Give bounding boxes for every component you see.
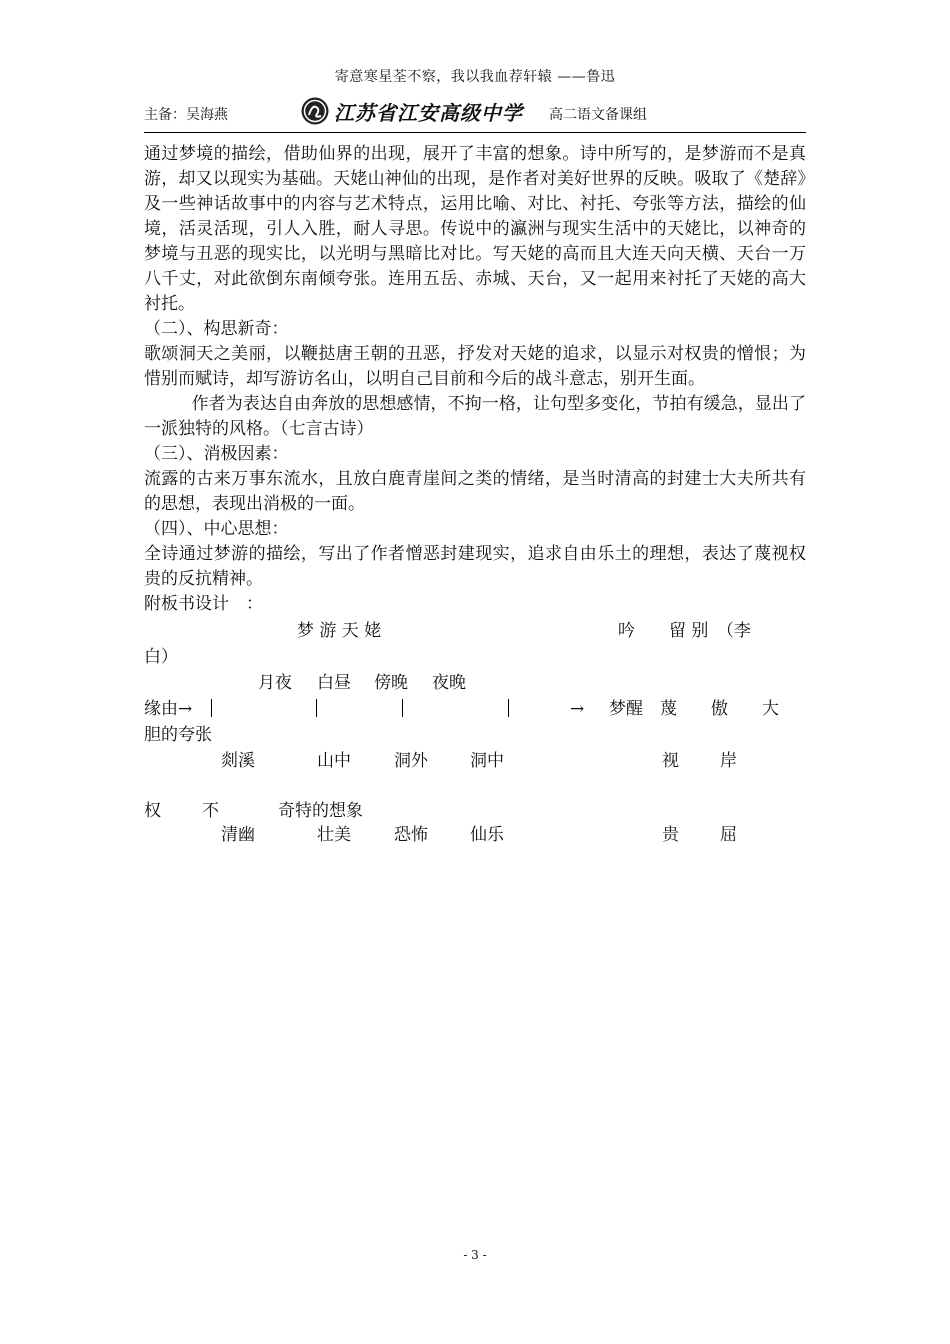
board-mood-magnificent: 壮美 [317, 825, 351, 845]
board-mood-serene: 清幽 [221, 825, 255, 845]
board-divider [316, 699, 317, 717]
board-divider [402, 699, 403, 717]
heading-structure: （二）、构思新奇： [144, 319, 289, 339]
page-header [144, 94, 806, 133]
board-awake-wrap: 胆的夸张 [144, 725, 212, 745]
school-logo [300, 96, 523, 126]
board-place-outside-cave: 洞外 [394, 751, 428, 771]
board-col-an: 岸 [720, 751, 737, 771]
board-col-gui: 贵 [662, 825, 679, 845]
board-imagination: 奇特的想象 [278, 801, 363, 821]
group-label: 高二语文备课组 [549, 107, 647, 123]
board-mood-fairy-music: 仙乐 [470, 825, 504, 845]
board-title-wrap: 白） [144, 647, 178, 667]
board-time-night: 夜晚 [432, 673, 466, 693]
heading-negative: （三）、消极因素： [144, 444, 289, 464]
board-title-right: 吟 留 别 （李 [618, 621, 751, 641]
board-divider [211, 699, 212, 717]
board-mood-terrifying: 恐怖 [394, 825, 428, 845]
paragraph-imagination: 通过梦境的描绘，借助仙界的出现，展开了丰富的想象。诗中所写的，是梦游而不是真游，却又以现实为基础。天姥山神仙的出现，是作者对美好世界的反映。吸取了《楚辞》及一些神话故事中的内容与艺术特点，运用比喻、对比、衬托、夸张等方法，描绘的仙境，活灵活现，引人入胜，耐人寻思。传说中的瀛洲与现实生活中的天姥比，以神奇的梦境与丑恶的现实比，以光明与黑暗比对比。写天姥的高而且大连天向天横、天台一万八千丈，对此欲倒东南倾夸张。连用五岳、赤城、天台，又一起用来衬托了天姥的高大衬托。 [144, 144, 806, 314]
school-emblem-icon [300, 96, 330, 126]
paragraph-style: 作者为表达自由奔放的思想感情，不拘一格，让句型多变化，节拍有缓急，显出了一派独特的风格。（七言古诗） [144, 394, 806, 439]
author-label: 主备：吴海燕 [144, 107, 228, 123]
board-time-moon-night: 月夜 [258, 673, 292, 693]
board-col-qu: 屈 [720, 825, 737, 845]
board-title-left: 梦 游 天 姥 [297, 621, 382, 641]
board-time-dusk: 傍晚 [374, 673, 408, 693]
document-body [144, 142, 806, 617]
board-time-day: 白昼 [317, 673, 351, 693]
page-number: - 3 - [463, 1248, 487, 1262]
paragraph-negative: 流露的古来万事东流水，且放白鹿青崖间之类的情绪，是当时清高的封建士大夫所共有的思想，表现出消极的一面。 [144, 469, 806, 514]
board-row-bu: 不 [202, 801, 219, 821]
board-place-shanxi: 剡溪 [221, 751, 255, 771]
header-motto: 寄意寒星荃不察，我以我血荐轩辕 ——鲁迅 [334, 69, 616, 85]
heading-theme: （四）、中心思想： [144, 519, 289, 539]
board-awake-line: 梦醒 蔑 傲 大 [609, 699, 779, 719]
board-row-quan: 权 [144, 801, 161, 821]
board-col-shi: 视 [662, 751, 679, 771]
board-place-mountain: 山中 [317, 751, 351, 771]
board-divider [508, 699, 509, 717]
paragraph-theme: 全诗通过梦游的描绘，写出了作者憎恶封建现实，追求自由乐土的理想，表达了蔑视权贵的反抗精神。 [144, 544, 806, 589]
heading-board-design: 附板书设计 ： [144, 594, 263, 614]
paragraph-structure: 歌颂洞天之美丽，以鞭挞唐王朝的丑恶，抒发对天姥的追求，以显示对权贵的憎恨；为惜别而赋诗，却写游访名山，以明自己目前和今后的战斗意志，别开生面。 [144, 344, 806, 389]
board-origin: 缘由→ [144, 699, 193, 719]
board-place-inside-cave: 洞中 [470, 751, 504, 771]
board-arrow: → [570, 699, 585, 719]
school-name: 江苏省江安高级中学 [334, 100, 523, 125]
